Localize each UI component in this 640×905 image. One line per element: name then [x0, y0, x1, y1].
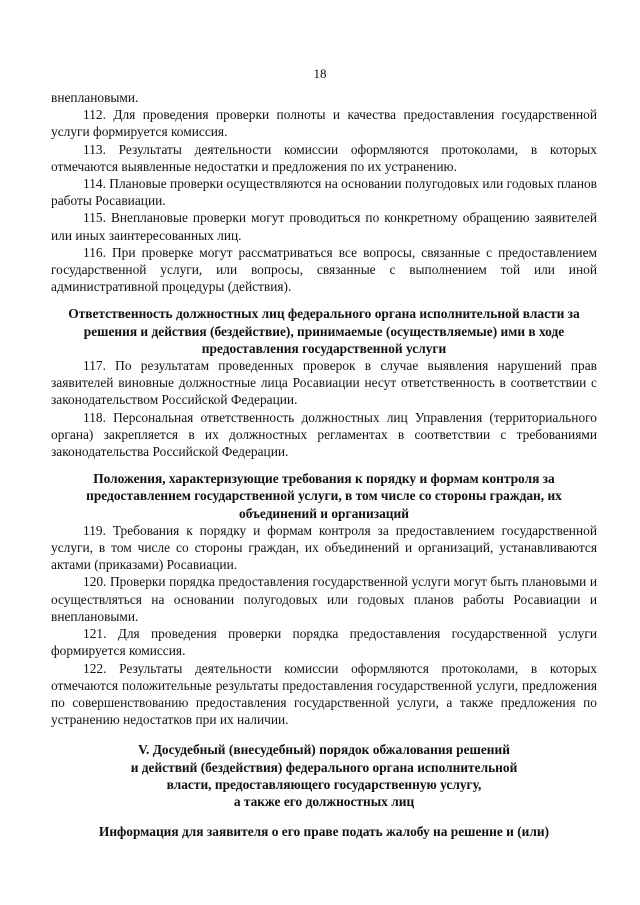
chapter-heading-line: V. Досудебный (внесудебный) порядок обжалования решений — [138, 742, 510, 758]
paragraph-114: 114. Плановые проверки осуществляются на основании полугодовых или годовых планов работы Росавиации. — [51, 176, 597, 209]
paragraph-115: 115. Внеплановые проверки могут проводиться по конкретному обращению заявителей или иных заинтересованных лиц. — [51, 210, 597, 243]
chapter-heading-line: и действий (бездействия) федерального органа исполнительной — [130, 759, 518, 775]
section-heading-control-requirements: Положения, характеризующие требования к порядку и формам контроля за предоставлением государственной услуги, в том числе со стороны граждан, их объединений и организаций — [86, 471, 562, 521]
paragraph-122: 122. Результаты деятельности комиссии оформляются протоколами, в которых отмечаются положительные результаты предоставления государственной услуги, предложения по совершенствованию предоставления государственной услуги, а также предложения по устранению недостатков при их наличии. — [51, 660, 597, 728]
paragraph-120: 120. Проверки порядка предоставления государственной услуги могут быть плановыми и осуществляться на основании полугодовых или годовых планов работы Росавиации и внеплановыми. — [51, 574, 597, 624]
paragraph-113: 113. Результаты деятельности комиссии оформляются протоколами, в которых отмечаются выявленные недостатки и предложения по их устранению. — [51, 141, 597, 174]
section-heading-complaint-info: Информация для заявителя о его праве подать жалобу на решение и (или) — [98, 824, 550, 840]
paragraph-112: 112. Для проведения проверки полноты и качества предоставления государственной услуги формируется комиссия. — [51, 107, 597, 140]
paragraph-116: 116. При проверке могут рассматриваться все вопросы, связанные с предоставлением государственной услуги, или вопросы, связанные с выполнением той или иной административной процедуры (действия). — [51, 244, 597, 295]
page-number: 18 — [313, 66, 327, 81]
paragraph-119: 119. Требования к порядку и формам контроля за предоставлением государственной услуги, в том числе со стороны граждан, их объединений и организаций, устанавливаются актами (приказами) Росавиации. — [51, 522, 597, 573]
paragraph-117: 117. По результатам проведенных проверок в случае выявления нарушений прав заявителей виновные должностные лица Росавиации несут ответственность в соответствии с законодательством Российской Федерации. — [51, 358, 597, 408]
document-body — [51, 89, 597, 840]
section-heading-responsibility: Ответственность должностных лиц федерального органа исполнительной власти за решения и действия (бездействие), принимаемые (осуществляемые) ими в ходе предоставления государственной услуги — [68, 306, 580, 356]
paragraph-118: 118. Персональная ответственность должностных лиц Управления (территориального органа) закрепляется в их должностных регламентах в соответствии с требованиями законодательства Российской Федерации. — [51, 409, 597, 460]
paragraph-continuation: внеплановыми. — [51, 90, 139, 105]
chapter-heading-appeal — [51, 741, 597, 810]
chapter-heading-line: а также его должностных лиц — [233, 793, 415, 809]
paragraph-121: 121. Для проведения проверки порядка предоставления государственной услуги формируется комиссия. — [51, 626, 597, 659]
chapter-heading-line: власти, предоставляющего государственную услугу, — [166, 776, 482, 792]
